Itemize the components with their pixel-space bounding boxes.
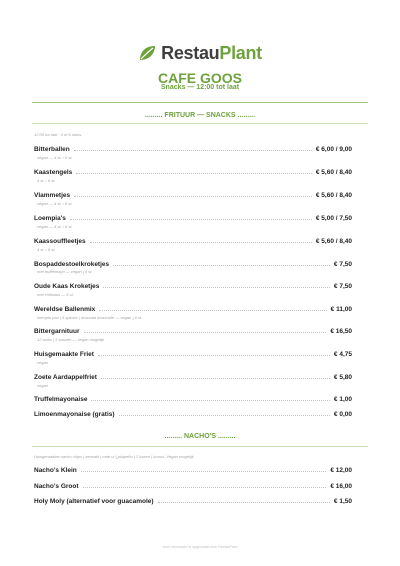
menu-item — [34, 164, 352, 176]
menu-item-price: € 5,80 — [333, 374, 352, 381]
menu-item-desc: vegan — 4 st. / 6 st. — [37, 224, 73, 229]
menu-item-name: Vlammetjes — [34, 192, 71, 199]
section-divider-frituur — [32, 123, 368, 124]
menu-item-name: Limoenmayonaise (gratis) — [34, 411, 115, 418]
section-title-nachos: ......... NACHO'S ......... — [164, 433, 236, 440]
menu-item — [34, 278, 352, 290]
menu-item-name: Bittergarnituur — [34, 328, 80, 335]
menu-item-name: Truffelmayonaise — [34, 396, 88, 403]
dot-leader — [98, 355, 330, 356]
menu-item-name: Kaassoufflеetjes — [34, 238, 86, 245]
section-title-frituur: ......... FRITUUR — SNACKS ......... — [144, 112, 256, 119]
menu-item — [34, 141, 352, 153]
dot-leader — [99, 310, 326, 311]
menu-item-price: € 0,00 — [333, 411, 352, 418]
menu-item — [34, 187, 352, 199]
menu-item-desc: vegan — [37, 383, 48, 388]
menu-item — [34, 391, 352, 403]
menu-item-price: € 16,00 — [330, 483, 352, 490]
section-divider-nachos — [32, 446, 368, 447]
menu-item-name: Bospaddestoelkroketjes — [34, 261, 110, 268]
dot-leader — [74, 196, 312, 197]
dot-leader — [84, 332, 327, 333]
menu-item — [34, 301, 352, 313]
dot-leader — [81, 471, 327, 472]
section-note-nachos: Huisgemaakte nacho chips | zerwaki | rode ui | jalapeño | 2 kazen | bonus. Vegan mogelijk. — [34, 454, 195, 459]
page-title: CAFE GOOS — [157, 70, 242, 86]
menu-item — [34, 323, 352, 335]
menu-item — [34, 346, 352, 358]
menu-item-desc: vegan — 4 st. / 6 st. — [37, 201, 73, 206]
dot-leader — [76, 173, 312, 174]
menu-item-name: Huisgemaakte Friet — [34, 351, 94, 358]
dot-leader — [83, 487, 327, 488]
menu-item-desc: 4 st. / 6 st. — [37, 178, 56, 183]
menu-item-name: Oude Kaas Kroketjes — [34, 283, 100, 290]
dot-leader — [119, 415, 330, 416]
menu-item-price: € 6,00 / 9,00 — [315, 146, 352, 153]
menu-item-price: € 5,60 / 8,40 — [315, 169, 352, 176]
menu-item — [34, 478, 352, 490]
menu-item-price: € 11,00 — [330, 306, 352, 313]
dot-leader — [103, 287, 330, 288]
menu-item-price: € 12,00 — [330, 467, 352, 474]
dot-leader — [70, 219, 312, 220]
menu-item-price: € 1,50 — [333, 498, 352, 505]
brand-name — [161, 43, 262, 64]
menu-item-desc: vegan — 4 st. / 6 st. — [37, 155, 73, 160]
brand-logo — [0, 42, 400, 64]
dot-leader — [91, 400, 329, 401]
menu-item-name: Nacho's Groot — [34, 483, 79, 490]
menu-item-price: € 7,50 — [333, 283, 352, 290]
menu-item-price: € 4,75 — [333, 351, 352, 358]
menu-item-price: € 7,50 — [333, 261, 352, 268]
dot-leader — [90, 242, 312, 243]
menu-item — [34, 462, 352, 474]
menu-item-name: Nacho's Klein — [34, 467, 77, 474]
page-footer: deze menukaart is opgemaakt door RestauPlant — [162, 545, 238, 549]
brand-name-part1: Restau — [161, 42, 220, 63]
menu-item-price: € 5,00 / 7,50 — [315, 215, 352, 222]
menu-item — [34, 493, 352, 505]
dot-leader — [74, 150, 312, 151]
menu-item-price: € 5,60 / 8,40 — [315, 192, 352, 199]
menu-item — [34, 233, 352, 245]
menu-item — [34, 256, 352, 268]
menu-item-desc: 12 stuks | 3 sauzen — vegan mogelijk — [37, 337, 105, 342]
section-note-frituur: 12:00 tot laat · 4 of 6 stuks. — [34, 132, 83, 137]
menu-item — [34, 210, 352, 222]
menu-item — [34, 369, 352, 381]
menu-item-price: € 16,50 — [330, 328, 352, 335]
menu-item-name: Kaastengels — [34, 169, 73, 176]
menu-item-name: Wereldse Ballenmix — [34, 306, 96, 313]
menu-item-name: Bitterballen — [34, 146, 70, 153]
menu-item-price: € 1,00 — [333, 396, 352, 403]
brand-name-part2: Plant — [219, 42, 262, 63]
menu-item-price: € 5,60 / 8,40 — [315, 238, 352, 245]
menu-item-desc: met truffelmayo — vegan | 6 st. — [37, 269, 93, 274]
menu-item-name: Holy Moly (alternatief voor guacamole) — [34, 498, 154, 505]
menu-item-desc: vegan — [37, 360, 48, 365]
leaf-icon — [138, 45, 156, 61]
dot-leader — [101, 378, 330, 379]
page-subtitle: Snacks — 12:00 tot laat — [160, 84, 240, 91]
dot-leader — [113, 265, 330, 266]
menu-item — [34, 406, 352, 418]
menu-item-name: Zoete Aardappelfriet — [34, 374, 97, 381]
menu-item-name: Loempia's — [34, 215, 66, 222]
header-divider — [32, 102, 368, 103]
menu-item-desc: 4 st. / 6 st. — [37, 247, 56, 252]
dot-leader — [158, 502, 330, 503]
menu-item-desc: loempia pan | 5 spicies | mozzata mozzrolle — vegan | 6 st. — [37, 315, 143, 320]
menu-item-desc: met chilisaus — 6 st. — [37, 292, 74, 297]
